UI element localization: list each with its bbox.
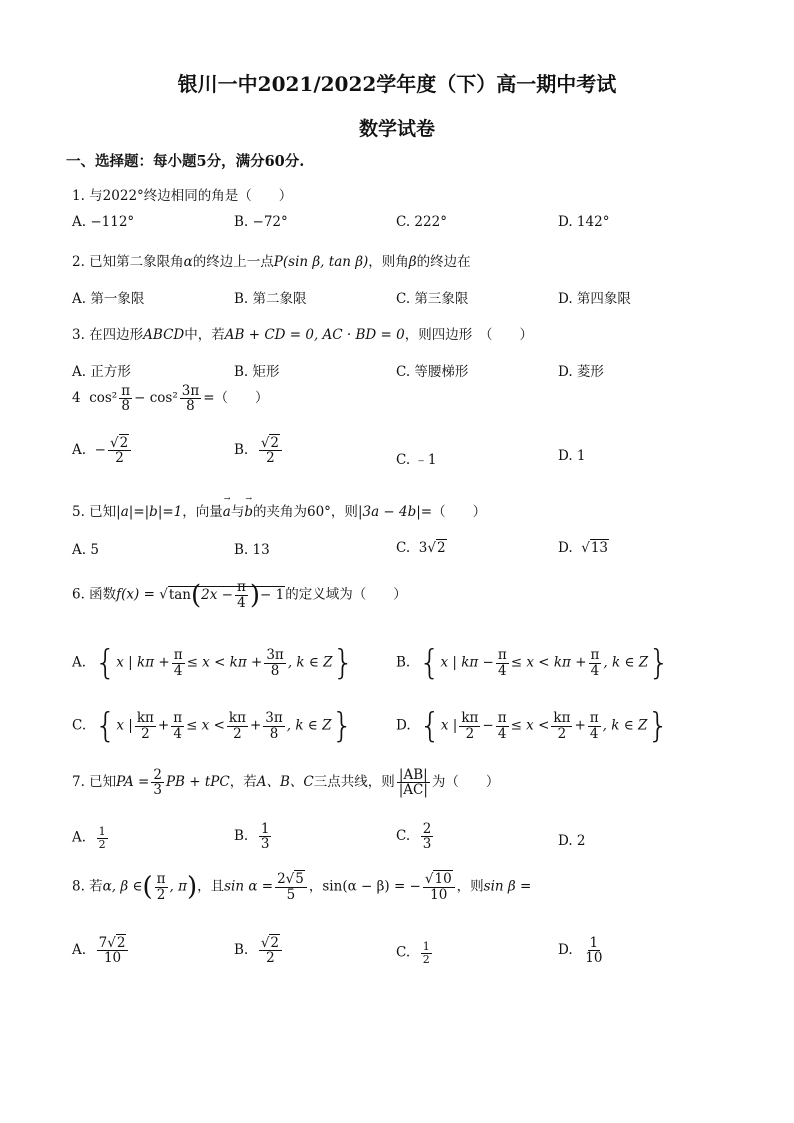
- q3-option-c: C. 等腰梯形: [396, 364, 469, 380]
- question-3-stem: 3. 在四边形ABCD中，若AB + CD = 0, AC · BD = 0，则四边形 （ ）: [72, 327, 533, 343]
- q7-option-d: D. 2: [558, 833, 586, 849]
- q2-option-a: A. 第一象限: [72, 291, 145, 307]
- q4-option-d: D. 1: [558, 448, 586, 464]
- q8-option-c: C. $\frac{1}{2}$: [396, 940, 430, 966]
- q2-option-d: D. 第四象限: [558, 291, 631, 307]
- q6-option-d: D. {x | $\frac{k\pi}{2}$ − $\frac{\pi}{4}$ ≤ x < $\frac{k\pi}{2}$ + $\frac{\pi}{4}$ , k ∈ Z}: [396, 706, 670, 746]
- question-4-stem: 4 cos² $\frac{\pi}{8}$ − cos² $\frac{3\pi}{8}$ =（ ）: [72, 383, 269, 415]
- q7-option-c: C. $\frac{2}{3}$: [396, 821, 432, 853]
- q8-option-b: B. $\frac{√2}{2}$: [234, 936, 284, 965]
- q1-option-a: A. −112°: [72, 214, 135, 230]
- q4-option-b: B. $\frac{√2}{2}$: [234, 436, 284, 465]
- q5-option-c: C. 3√2: [396, 540, 446, 556]
- q8-option-a: A. $\frac{7√2}{10}$: [72, 936, 130, 965]
- q1-option-d: D. 142°: [558, 214, 610, 230]
- q5-option-d: D. √13: [558, 540, 609, 556]
- q5-option-a: A. 5: [72, 542, 99, 558]
- q3-option-b: B. 矩形: [234, 364, 280, 380]
- question-7-stem: 7. 已知PA = $\frac{2}{3}$ PB + tPC，若A、B、C三点共线，则 $\frac{|AB|}{|AC|}$ 为（ ）: [72, 767, 500, 799]
- question-1-stem: 1. 与2022°终边相同的角是（ ）: [72, 188, 293, 204]
- q7-option-a: A. $\frac{1}{2}$: [72, 825, 106, 851]
- q5-option-b: B. 13: [234, 542, 270, 558]
- q3-option-d: D. 菱形: [558, 364, 604, 380]
- q6-option-c: C. {x | $\frac{k\pi}{2}$ + $\frac{\pi}{4}$ ≤ x < $\frac{k\pi}{2}$ + $\frac{3\pi}{8}$ , k ∈ Z}: [72, 706, 354, 746]
- exam-subtitle: 数学试卷: [358, 118, 435, 140]
- q7-option-b: B. $\frac{1}{3}$: [234, 821, 270, 853]
- q6-option-a: A. {x | kπ + $\frac{\pi}{4}$ ≤ x < kπ + $\frac{3\pi}{8}$ , k ∈ Z}: [72, 643, 355, 683]
- question-2-stem: 2. 已知第二象限角α的终边上一点P(sin β, tan β)，则角β的终边在: [72, 254, 471, 270]
- question-5-stem: 5. 已知|a|=|b|=1，向量→ a与→ b的夹角为60°，则|3a − 4b|=（ ）: [72, 500, 486, 520]
- q2-option-c: C. 第三象限: [396, 291, 469, 307]
- q2-option-b: B. 第二象限: [234, 291, 307, 307]
- q4-option-c: C. ﹣1: [396, 452, 437, 468]
- q1-option-c: C. 222°: [396, 214, 447, 230]
- q1-option-b: B. −72°: [234, 214, 288, 230]
- question-8-stem: 8. 若α, β ∈( $\frac{\pi}{2}$ , π)，且sin α = $\frac{2√5}{5}$ ，sin(α − β) = − $\frac{√10}{10}$ ，则sin β =: [72, 871, 532, 903]
- q4-option-a: A. − $\frac{√2}{2}$: [72, 436, 133, 465]
- q3-option-a: A. 正方形: [72, 364, 131, 380]
- exam-title: 银川一中2021/2022学年度（下）高一期中考试: [177, 72, 617, 96]
- section-heading: 一、选择题：每小题5分，满分60分.: [66, 153, 305, 170]
- q8-option-d: D. $\frac{1}{10}$: [558, 935, 603, 967]
- q6-option-b: B. {x | kπ − $\frac{\pi}{4}$ ≤ x < kπ + $\frac{\pi}{4}$ , k ∈ Z}: [396, 643, 670, 683]
- question-6-stem: 6. 函数f(x) = √tan(2x − $\frac{\pi}{4}$ )− 1的定义域为（ ）: [72, 579, 407, 611]
